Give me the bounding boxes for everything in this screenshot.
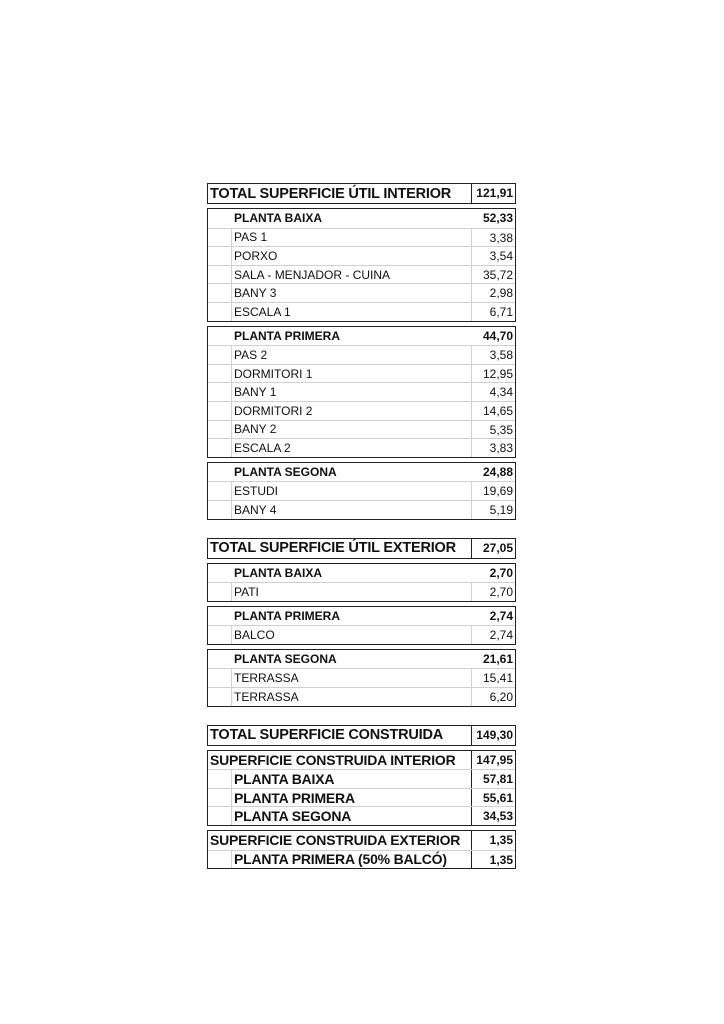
row-label: PLANTA SEGONA (234, 808, 352, 825)
table-row (208, 438, 515, 457)
row-value: 1,35 (471, 851, 515, 869)
row-value: 12,95 (471, 365, 515, 383)
row-label: PORXO (234, 248, 278, 263)
table-row (208, 228, 515, 247)
indent-cell (208, 501, 232, 519)
construida-group-name: SUPERFICIE CONSTRUIDA INTERIOR (210, 751, 456, 768)
table-row (208, 500, 515, 519)
interior-group-name: PLANTA BAIXA (234, 211, 322, 226)
indent-cell (208, 327, 232, 346)
exterior-group-name: PLANTA BAIXA (234, 565, 322, 580)
row-value: 5,19 (471, 501, 515, 519)
row-value: 3,83 (471, 439, 515, 457)
interior-total-label: TOTAL SUPERFICIE ÚTIL INTERIOR (210, 185, 452, 202)
table-row (208, 481, 515, 500)
construida-group-value: 147,95 (471, 751, 515, 770)
row-label: SALA - MENJADOR - CUINA (234, 267, 391, 282)
row-value: 19,69 (471, 482, 515, 500)
table-row (208, 769, 515, 788)
row-value: 3,38 (471, 229, 515, 247)
interior-group-name: PLANTA PRIMERA (234, 328, 340, 343)
exterior-total-row (208, 539, 515, 558)
construida-total-box (207, 725, 516, 746)
construida-total-value: 149,30 (471, 726, 515, 745)
exterior-group-header (208, 650, 515, 669)
exterior-total-box (207, 538, 516, 559)
indent-cell (208, 346, 232, 364)
construida-total-row (208, 726, 515, 745)
table-row (208, 850, 515, 869)
row-value: 3,54 (471, 247, 515, 265)
table-row (208, 265, 515, 284)
indent-cell (208, 284, 232, 302)
row-value: 2,98 (471, 284, 515, 302)
table-row (208, 687, 515, 706)
row-value: 35,72 (471, 266, 515, 284)
exterior-group-header (208, 607, 515, 626)
indent-cell (208, 851, 232, 869)
construida-group-header (208, 831, 515, 850)
row-value: 34,53 (471, 807, 515, 825)
indent-cell (208, 463, 232, 482)
row-label: BANY 2 (234, 422, 277, 437)
exterior-groups (207, 563, 516, 707)
row-label: ESCALA 2 (234, 440, 291, 455)
table-row (208, 806, 515, 825)
interior-total-box (207, 183, 516, 204)
exterior-group-value: 2,74 (489, 608, 513, 623)
exterior-group-value: 21,61 (482, 651, 513, 666)
table-row (208, 625, 515, 644)
row-label: PLANTA BAIXA (234, 771, 335, 788)
row-label: TERRASSA (234, 689, 299, 704)
exterior-total-label: TOTAL SUPERFICIE ÚTIL EXTERIOR (210, 540, 456, 556)
row-label: ESCALA 1 (234, 304, 291, 319)
indent-cell (208, 383, 232, 401)
indent-cell (208, 229, 232, 247)
exterior-group-name: PLANTA PRIMERA (234, 608, 340, 623)
indent-cell (208, 770, 232, 788)
interior-group-box (207, 462, 516, 520)
indent-cell (208, 564, 232, 583)
interior-group-box (207, 326, 516, 458)
interior-group-value: 24,88 (482, 464, 513, 479)
indent-cell (208, 402, 232, 420)
construida-group-name: SUPERFICIE CONSTRUIDA EXTERIOR (210, 832, 461, 849)
construida-group-box (207, 830, 516, 869)
row-label: DORMITORI 2 (234, 403, 313, 418)
row-label: PLANTA PRIMERA (50% BALCÓ) (234, 851, 447, 868)
exterior-group-header (208, 564, 515, 583)
interior-group-value: 52,33 (482, 211, 513, 225)
interior-total-value: 121,91 (471, 184, 515, 203)
indent-cell (208, 247, 232, 265)
indent-cell (208, 365, 232, 383)
exterior-group-box (207, 649, 516, 707)
indent-cell (208, 688, 232, 706)
construida-group-header (208, 751, 515, 770)
indent-cell (208, 669, 232, 687)
interior-total-row (208, 184, 515, 203)
table-row (208, 345, 515, 364)
indent-cell (208, 583, 232, 601)
table-row (208, 788, 515, 807)
row-label: BANY 4 (234, 502, 277, 517)
interior-group-name: PLANTA SEGONA (234, 465, 337, 480)
row-value: 55,61 (471, 789, 515, 807)
exterior-group-box (207, 563, 516, 602)
row-value: 2,74 (471, 626, 515, 644)
indent-cell (208, 607, 232, 626)
row-value: 6,71 (471, 303, 515, 321)
row-label: PAS 2 (234, 347, 268, 362)
row-value: 4,34 (471, 383, 515, 401)
construida-group-value: 1,35 (471, 831, 515, 850)
surface-table-sheet (207, 183, 516, 873)
row-label: PAS 1 (234, 230, 268, 245)
construida-groups (207, 750, 516, 870)
indent-cell (208, 421, 232, 439)
interior-group-header (208, 463, 515, 482)
table-row (208, 420, 515, 439)
interior-group-box (207, 208, 516, 322)
indent-cell (208, 807, 232, 825)
row-label: ESTUDI (234, 484, 279, 499)
interior-group-value: 44,70 (482, 328, 513, 343)
exterior-group-name: PLANTA SEGONA (234, 652, 337, 667)
table-row (208, 302, 515, 321)
row-value: 6,20 (471, 688, 515, 706)
construida-group-box (207, 750, 516, 826)
exterior-group-value: 2,70 (489, 565, 513, 580)
construida-total-label: TOTAL SUPERFICIE CONSTRUIDA (210, 727, 444, 744)
indent-cell (208, 650, 232, 669)
table-row (208, 246, 515, 265)
table-row (208, 582, 515, 601)
row-label: BANY 1 (234, 385, 277, 400)
indent-cell (208, 626, 232, 644)
row-value: 3,58 (471, 346, 515, 364)
row-label: BANY 3 (234, 286, 277, 301)
table-row (208, 364, 515, 383)
indent-cell (208, 482, 232, 500)
row-label: TERRASSA (234, 671, 299, 686)
interior-group-header (208, 327, 515, 346)
indent-cell (208, 789, 232, 807)
row-label: BALCO (234, 628, 275, 643)
indent-cell (208, 303, 232, 321)
exterior-total-value: 27,05 (471, 539, 515, 558)
table-row (208, 668, 515, 687)
indent-cell (208, 439, 232, 457)
exterior-group-box (207, 606, 516, 645)
table-row (208, 401, 515, 420)
row-label: DORMITORI 1 (234, 366, 313, 381)
indent-cell (208, 209, 232, 228)
table-row (208, 382, 515, 401)
row-value: 15,41 (471, 669, 515, 687)
interior-groups (207, 208, 516, 520)
row-value: 2,70 (471, 583, 515, 601)
row-value: 5,35 (471, 421, 515, 439)
row-value: 14,65 (471, 402, 515, 420)
indent-cell (208, 266, 232, 284)
interior-group-header (208, 209, 515, 228)
table-row (208, 283, 515, 302)
row-label: PATI (234, 584, 259, 599)
row-label: PLANTA PRIMERA (234, 789, 355, 806)
row-value: 57,81 (471, 770, 515, 788)
